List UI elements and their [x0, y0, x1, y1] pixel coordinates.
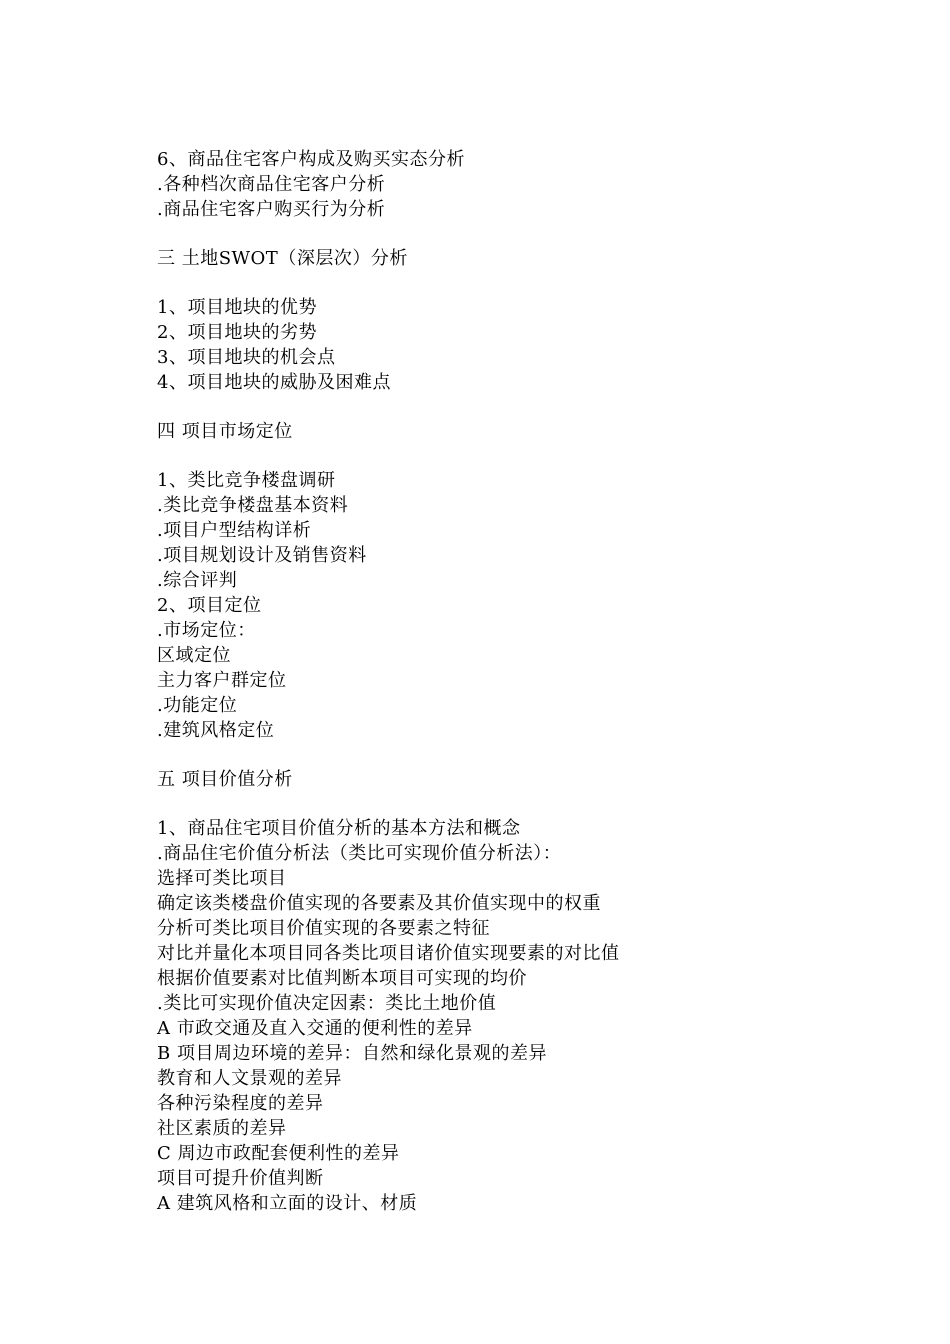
list-item: .项目户型结构详析 [157, 520, 312, 541]
list-item: 各种污染程度的差异 [157, 1093, 324, 1114]
spacer [157, 271, 877, 295]
part-5-heading: 五 项目价值分析 [157, 769, 293, 790]
list-item: .市场定位： [157, 620, 256, 641]
part-3-heading: 三 土地SWOT（深层次）分析 [157, 248, 408, 269]
list-item: 3、项目地块的机会点 [157, 347, 336, 368]
list-item: 社区素质的差异 [157, 1118, 287, 1139]
list-item: .商品住宅价值分析法（类比可实现价值分析法）： [157, 843, 562, 864]
list-item: .各种档次商品住宅客户分析 [157, 174, 386, 195]
list-item: C 周边市政配套便利性的差异 [157, 1143, 400, 1164]
list-item: A 建筑风格和立面的设计、材质 [157, 1193, 418, 1214]
list-item: 1、项目地块的优势 [157, 297, 317, 318]
list-item: 2、项目地块的劣势 [157, 322, 317, 343]
spacer [157, 222, 877, 246]
spacer [157, 444, 877, 468]
spacer [157, 792, 877, 816]
part-4-heading: 四 项目市场定位 [157, 421, 293, 442]
list-item: .类比可实现价值决定因素：类比土地价值 [157, 993, 497, 1014]
list-item: 根据价值要素对比值判断本项目可实现的均价 [157, 968, 527, 989]
spacer [157, 395, 877, 419]
list-item: 确定该类楼盘价值实现的各要素及其价值实现中的权重 [157, 893, 601, 914]
list-item: 教育和人文景观的差异 [157, 1068, 342, 1089]
list-item: 主力客户群定位 [157, 670, 287, 691]
list-item: 对比并量化本项目同各类比项目诸价值实现要素的对比值 [157, 943, 620, 964]
list-item: .综合评判 [157, 570, 238, 591]
list-item: 2、项目定位 [157, 595, 262, 616]
list-item: 区域定位 [157, 645, 231, 666]
list-item: 选择可类比项目 [157, 868, 287, 889]
list-item: .建筑风格定位 [157, 720, 275, 741]
list-item: .商品住宅客户购买行为分析 [157, 199, 386, 220]
list-item: 4、项目地块的威胁及困难点 [157, 372, 391, 393]
list-item: .项目规划设计及销售资料 [157, 545, 367, 566]
list-item: B 项目周边环境的差异：自然和绿化景观的差异 [157, 1043, 547, 1064]
spacer [157, 743, 877, 767]
list-item: 项目可提升价值判断 [157, 1168, 324, 1189]
list-item: 分析可类比项目价值实现的各要素之特征 [157, 918, 490, 939]
list-item: 1、商品住宅项目价值分析的基本方法和概念 [157, 818, 521, 839]
list-item: A 市政交通及直入交通的便利性的差异 [157, 1018, 473, 1039]
list-item: .类比竞争楼盘基本资料 [157, 495, 349, 516]
section-6-heading: 6、商品住宅客户构成及购买实态分析 [157, 149, 465, 170]
list-item: 1、类比竞争楼盘调研 [157, 470, 336, 491]
list-item: .功能定位 [157, 695, 238, 716]
document-content [157, 147, 877, 1216]
